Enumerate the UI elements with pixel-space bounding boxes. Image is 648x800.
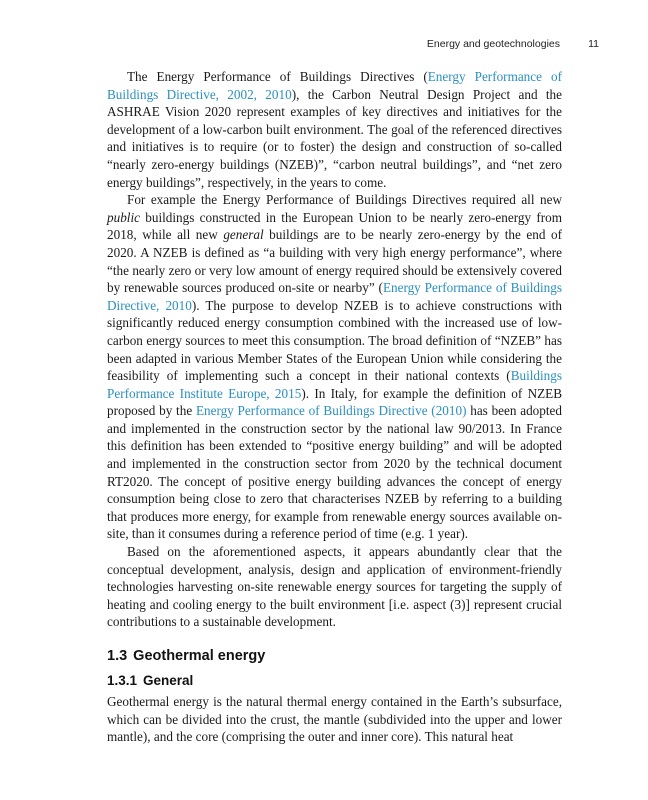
text-run: The Energy Performance of Buildings Directives ( — [127, 69, 428, 84]
text-run: buildings constructed in the European Union to be nearly zero-energy from 2018, while all new — [107, 209, 562, 243]
citation-link[interactable]: Energy Performance of Buildings Directive (2010) — [195, 403, 467, 419]
body-text — [107, 68, 562, 746]
text-run: ). The purpose to develop NZEB is to achieve constructions with significantly reduced energy consumption combined with the increased use of low-carbon energy sources to meet this consumption. The broad definition of “NZEB” has been adapted in various Member States of the European Union while considering the feasibility of implementing such a concept in their national contexts ( — [107, 297, 562, 384]
citation-link[interactable]: Buildings Performance Institute Europe, 2015 — [107, 368, 562, 401]
emphasis-general: general — [223, 227, 264, 243]
emphasis-public: public — [107, 209, 140, 225]
paragraph-3: Based on the aforementioned aspects, it appears abundantly clear that the conceptual development, analysis, design and application of environment-friendly technologies harvesting on-site renewable energy sources for targeting the supply of heating and cooling energy to the built environment [i.e. aspect (3)] represent crucial contributions to a sustainable development. — [107, 544, 562, 630]
citation-link[interactable]: Energy Performance of Buildings Directive, 2010 — [107, 280, 562, 313]
paragraph-4: Geothermal energy is the natural thermal energy contained in the Earth’s subsurface, which can be divided into the crust, the mantle (subdivided into the upper and lower mantle), and the core (comprising the outer and inner core). This natural heat — [107, 694, 562, 745]
section-heading — [107, 648, 562, 666]
section-title: Geothermal energy — [133, 648, 266, 664]
subsection-title: General — [143, 672, 194, 688]
text-run: ). In Italy, for example the definition of NZEB proposed by the — [107, 385, 562, 419]
text-run: ), the Carbon Neutral Design Project and the ASHRAE Vision 2020 represent examples of key directives and initiatives for the development of a low-carbon built environment. The goal of the referenced directives and initiatives is to require (or to foster) the design and construction of so-called “nearly zero-energy buildings (NZEB)”, “carbon neutral buildings”, and “net zero energy buildings”, respectively, in the years to come. — [107, 86, 563, 190]
running-header — [0, 38, 648, 54]
running-title: Energy and geotechnologies — [426, 38, 560, 50]
paragraph-1 — [107, 68, 562, 191]
subsection-heading — [107, 672, 562, 690]
subsection-number: 1.3.1 — [107, 672, 138, 688]
text-run: has been adopted and implemented in the construction sector by the national law 90/2013. In France this definition has been extended to “positive energy building” and will be adopted and implemented in the construction sector from 2020 by the technical document RT2020. The concept of positive energy building advances the concept of energy consumption being close to zero that characterises NZEB by referring to a building that produces more energy, for example from renewable energy sources available on-site, than it consumes during a reference period of time (e.g. 1 year). — [107, 403, 562, 542]
section-number: 1.3 — [107, 648, 128, 664]
page-number: 11 — [588, 38, 599, 50]
text-run: For example the Energy Performance of Buildings Directives required all new — [127, 192, 562, 208]
citation-link[interactable]: Energy Performance of Buildings Directive, 2002, 2010 — [107, 69, 562, 102]
text-run: buildings are to be nearly zero-energy by the end of 2020. A NZEB is defined as “a building with very high energy performance”, where “the nearly zero or very low amount of energy required should be extensively covered by renewable sources produced on-site or nearby” ( — [107, 227, 562, 296]
paragraph-2 — [107, 191, 562, 543]
